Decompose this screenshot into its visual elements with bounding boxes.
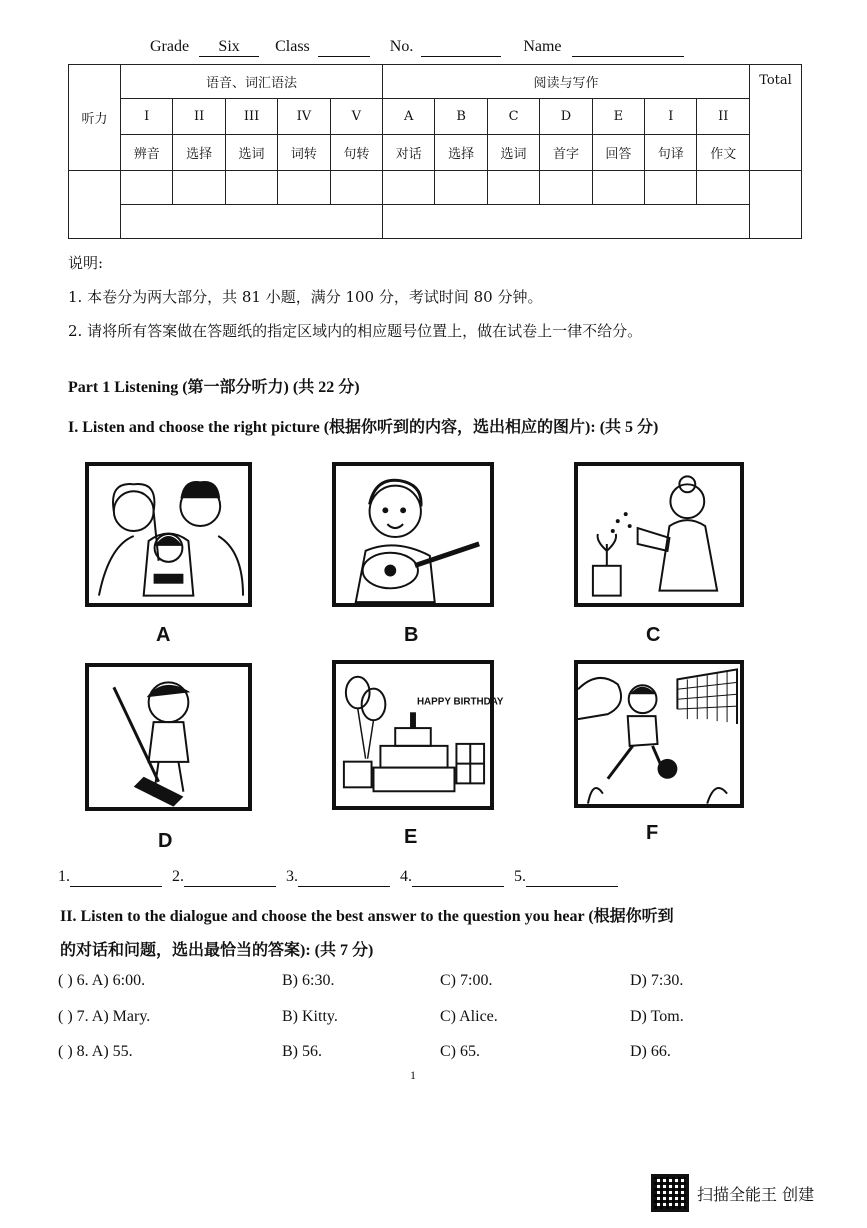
picture-f-football bbox=[574, 660, 744, 808]
section-type-9: 首字 bbox=[540, 135, 592, 171]
section-numeral-1: I bbox=[121, 99, 173, 135]
answer-4-number: 4. bbox=[400, 868, 412, 885]
picture-b-label: B bbox=[404, 624, 419, 646]
total-score-cell[interactable] bbox=[750, 171, 802, 239]
section-type-6: 对话 bbox=[383, 135, 435, 171]
picture-b-guitar bbox=[332, 462, 494, 607]
section-2-heading-line-1: II. Listen to the dialogue and choose the best answer to the question you hear (根据你听到 bbox=[60, 908, 674, 925]
listening-score-cell[interactable] bbox=[69, 171, 121, 239]
notes-line-2: 2. 请将所有答案做在答题纸的指定区域内的相应题号位置上，做在试卷上一律不给分。 bbox=[68, 322, 643, 340]
picture-e-label: E bbox=[404, 826, 418, 848]
guitar-boy-illustration bbox=[336, 466, 490, 603]
sweeping-girl-illustration bbox=[89, 667, 248, 807]
family-illustration bbox=[89, 466, 248, 603]
answer-3-blank[interactable] bbox=[298, 868, 390, 887]
section-numeral-11: I bbox=[645, 99, 697, 135]
section-numeral-2: II bbox=[173, 99, 225, 135]
reading-writing-header: 阅读与写作 bbox=[383, 65, 750, 99]
section-numeral-7: B bbox=[435, 99, 487, 135]
birthday-banner-text: HAPPY BIRTHDAY bbox=[416, 696, 504, 708]
section-type-1: 辨音 bbox=[121, 135, 173, 171]
score-table bbox=[68, 64, 802, 239]
picture-f-label: F bbox=[646, 822, 659, 844]
section-type-8: 选词 bbox=[487, 135, 539, 171]
score-cell-10[interactable] bbox=[592, 171, 644, 205]
question-6-option-c[interactable]: C) 7:00. bbox=[440, 972, 493, 989]
answer-1-blank[interactable] bbox=[70, 868, 162, 887]
section-type-4: 词转 bbox=[278, 135, 330, 171]
section-numeral-3: III bbox=[225, 99, 277, 135]
score-cell-1[interactable] bbox=[121, 171, 173, 205]
section-type-10: 回答 bbox=[592, 135, 644, 171]
score-cell-12[interactable] bbox=[697, 171, 750, 205]
section-numeral-9: D bbox=[540, 99, 592, 135]
picture-c-watering bbox=[574, 462, 744, 607]
subtotal-cell-2[interactable] bbox=[383, 205, 750, 239]
section-type-11: 句译 bbox=[645, 135, 697, 171]
question-6-option-a[interactable]: ( ) 6. A) 6:00. bbox=[58, 972, 146, 989]
section-type-7: 选择 bbox=[435, 135, 487, 171]
answer-2-blank[interactable] bbox=[184, 868, 276, 887]
score-entry-row bbox=[69, 171, 802, 205]
name-label: Name bbox=[523, 38, 562, 55]
picture-answer-blanks bbox=[58, 868, 624, 887]
page-number: 1 bbox=[410, 1068, 416, 1082]
picture-d-sweeping bbox=[85, 663, 252, 811]
subtotal-row bbox=[69, 205, 802, 239]
no-label: No. bbox=[389, 38, 414, 55]
name-field[interactable] bbox=[572, 38, 684, 57]
score-cell-7[interactable] bbox=[435, 171, 487, 205]
question-7-option-c[interactable]: C) Alice. bbox=[440, 1008, 498, 1025]
score-cell-9[interactable] bbox=[540, 171, 592, 205]
section-type-3: 选词 bbox=[225, 135, 277, 171]
score-cell-5[interactable] bbox=[330, 171, 382, 205]
no-field[interactable] bbox=[421, 38, 501, 57]
section-type-5: 句转 bbox=[330, 135, 382, 171]
answer-5-blank[interactable] bbox=[526, 868, 618, 887]
listening-header: 听力 bbox=[69, 65, 121, 171]
score-cell-2[interactable] bbox=[173, 171, 225, 205]
question-7-option-a[interactable]: ( ) 7. A) Mary. bbox=[58, 1008, 151, 1025]
picture-d-label: D bbox=[158, 830, 173, 852]
notes-title: 说明: bbox=[68, 254, 104, 272]
score-cell-4[interactable] bbox=[278, 171, 330, 205]
grade-field[interactable]: Six bbox=[199, 38, 259, 57]
class-field[interactable] bbox=[318, 38, 370, 57]
football-boy-illustration bbox=[578, 664, 740, 804]
section-numeral-4: IV bbox=[278, 99, 330, 135]
section-numeral-8: C bbox=[487, 99, 539, 135]
score-cell-11[interactable] bbox=[645, 171, 697, 205]
watering-plant-illustration bbox=[578, 466, 740, 603]
picture-a-family bbox=[85, 462, 252, 607]
total-header: Total bbox=[750, 65, 802, 171]
answer-2-number: 2. bbox=[172, 868, 184, 885]
answer-4-blank[interactable] bbox=[412, 868, 504, 887]
section-numeral-12: II bbox=[697, 99, 750, 135]
section-1-heading: I. Listen and choose the right picture (根据你听到的内容，选出相应的图片): (共 5 分) bbox=[68, 419, 659, 436]
section-numerals-row bbox=[69, 99, 802, 135]
picture-a-label: A bbox=[156, 624, 171, 646]
question-8-option-a[interactable]: ( ) 8. A) 55. bbox=[58, 1043, 133, 1060]
question-6-option-b[interactable]: B) 6:30. bbox=[282, 972, 335, 989]
qr-code-icon bbox=[651, 1174, 689, 1212]
question-8-option-b[interactable]: B) 56. bbox=[282, 1043, 322, 1060]
score-cell-6[interactable] bbox=[383, 171, 435, 205]
student-info-line bbox=[150, 38, 684, 57]
subtotal-cell-1[interactable] bbox=[121, 205, 383, 239]
answer-3-number: 3. bbox=[286, 868, 298, 885]
section-2-heading-line-2: 的对话和问题，选出最恰当的答案): (共 7 分) bbox=[60, 942, 374, 959]
birthday-cake-illustration bbox=[336, 664, 504, 806]
score-cell-3[interactable] bbox=[225, 171, 277, 205]
section-type-12: 作文 bbox=[697, 135, 750, 171]
section-types-row bbox=[69, 135, 802, 171]
picture-c-label: C bbox=[646, 624, 661, 646]
section-type-2: 选择 bbox=[173, 135, 225, 171]
answer-5-number: 5. bbox=[514, 868, 526, 885]
scanner-watermark bbox=[651, 1174, 814, 1212]
watermark-text: 扫描全能王 创建 bbox=[697, 1184, 815, 1204]
class-label: Class bbox=[275, 38, 310, 55]
section-numeral-10: E bbox=[592, 99, 644, 135]
section-numeral-5: V bbox=[330, 99, 382, 135]
part-1-heading: Part 1 Listening (第一部分听力) (共 22 分) bbox=[68, 379, 360, 396]
answer-1-number: 1. bbox=[58, 868, 70, 885]
score-cell-8[interactable] bbox=[487, 171, 539, 205]
question-8-option-c[interactable]: C) 65. bbox=[440, 1043, 480, 1060]
grade-label: Grade bbox=[150, 38, 190, 55]
question-7-option-d[interactable]: D) Tom. bbox=[630, 1008, 684, 1025]
section-numeral-6: A bbox=[383, 99, 435, 135]
notes-line-1: 1. 本卷分为两大部分，共 81 小题，满分 100 分，考试时间 80 分钟。 bbox=[68, 288, 543, 306]
picture-e-birthday bbox=[332, 660, 504, 810]
question-6-option-d[interactable]: D) 7:30. bbox=[630, 972, 684, 989]
vocab-grammar-header: 语音、词汇语法 bbox=[121, 65, 383, 99]
question-7-option-b[interactable]: B) Kitty. bbox=[282, 1008, 338, 1025]
question-8-option-d[interactable]: D) 66. bbox=[630, 1043, 671, 1060]
